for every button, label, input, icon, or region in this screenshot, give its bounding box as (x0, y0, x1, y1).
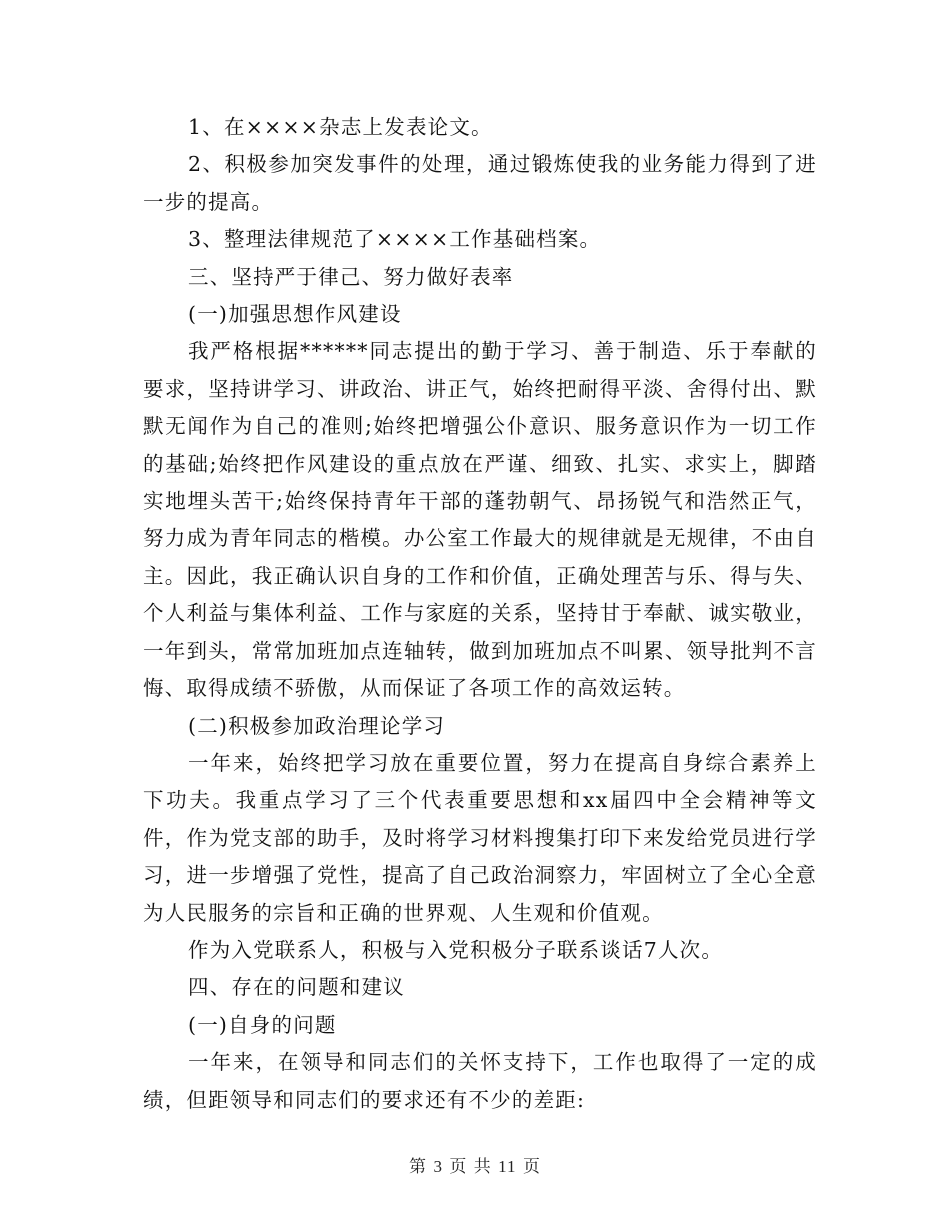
section-heading-3: 三、坚持严于律己、努力做好表率 (188, 264, 514, 289)
paragraph-achievement-2: 2、积极参加突发事件的处理，通过锻炼使我的业务能力得到了进一步的提高。 (143, 152, 817, 214)
footer-middle: 页 共 (449, 1157, 492, 1177)
document-body (143, 109, 817, 1119)
subsection-heading-4-1: (一)自身的问题 (188, 1012, 337, 1037)
paragraph-achievement-3: 3、整理法律规范了××××工作基础档案。 (188, 227, 602, 252)
paragraph-achievement-1: 1、在××××杂志上发表论文。 (188, 115, 493, 139)
paragraph-work-style: 我严格根据******同志提出的勤于学习、善于制造、乐于奉献的要求，坚持讲学习、讲政治、讲正气，始终把耐得平淡、舍得付出、默默无闻作为自己的准则;始终把增强公仆意识、服务意识作为一切工作的基础;始终把作风建设的重点放在严谨、细致、扎实、求实上，脚踏实地埋头苦干;始终保持青年干部的蓬勃朝气、昂扬锐气和浩然正气，努力成为青年同志的楷模。办公室工作最大的规律就是无规律，不由自主。因此，我正确认识自身的工作和价值，正确处理苦与乐、得与失、个人利益与集体利益、工作与家庭的关系，坚持甘于奉献、诚实敬业，一年到头，常常加班加点连轴转，做到加班加点不叫累、领导批判不言悔、取得成绩不骄傲，从而保证了各项工作的高效运转。 (143, 339, 817, 701)
paragraph-party-contact: 作为入党联系人，积极与入党积极分子联系谈话7人次。 (188, 937, 724, 962)
subsection-heading-3-2: (二)积极参加政治理论学习 (188, 713, 446, 738)
subsection-heading-3-1: (一)加强思想作风建设 (188, 302, 402, 327)
paragraph-political-study: 一年来，始终把学习放在重要位置，努力在提高自身综合素养上下功夫。我重点学习了三个代表重要思想和xx届四中全会精神等文件，作为党支部的助手，及时将学习材料搜集打印下来发给党员进行学习，进一步增强了党性，提高了自己政治洞察力，牢固树立了全心全意为人民服务的宗旨和正确的世界观、人生观和价值观。 (143, 750, 817, 925)
page-footer (0, 1152, 950, 1177)
section-heading-4: 四、存在的问题和建议 (188, 975, 405, 1000)
footer-prefix: 第 (409, 1157, 428, 1177)
paragraph-own-problems: 一年来，在领导和同志们的关怀支持下，工作也取得了一定的成绩，但距领导和同志们的要求还有不少的差距: (143, 1050, 817, 1112)
footer-current-page: 3 (433, 1157, 443, 1176)
footer-total-pages: 11 (498, 1157, 517, 1176)
footer-suffix: 页 (522, 1157, 541, 1177)
